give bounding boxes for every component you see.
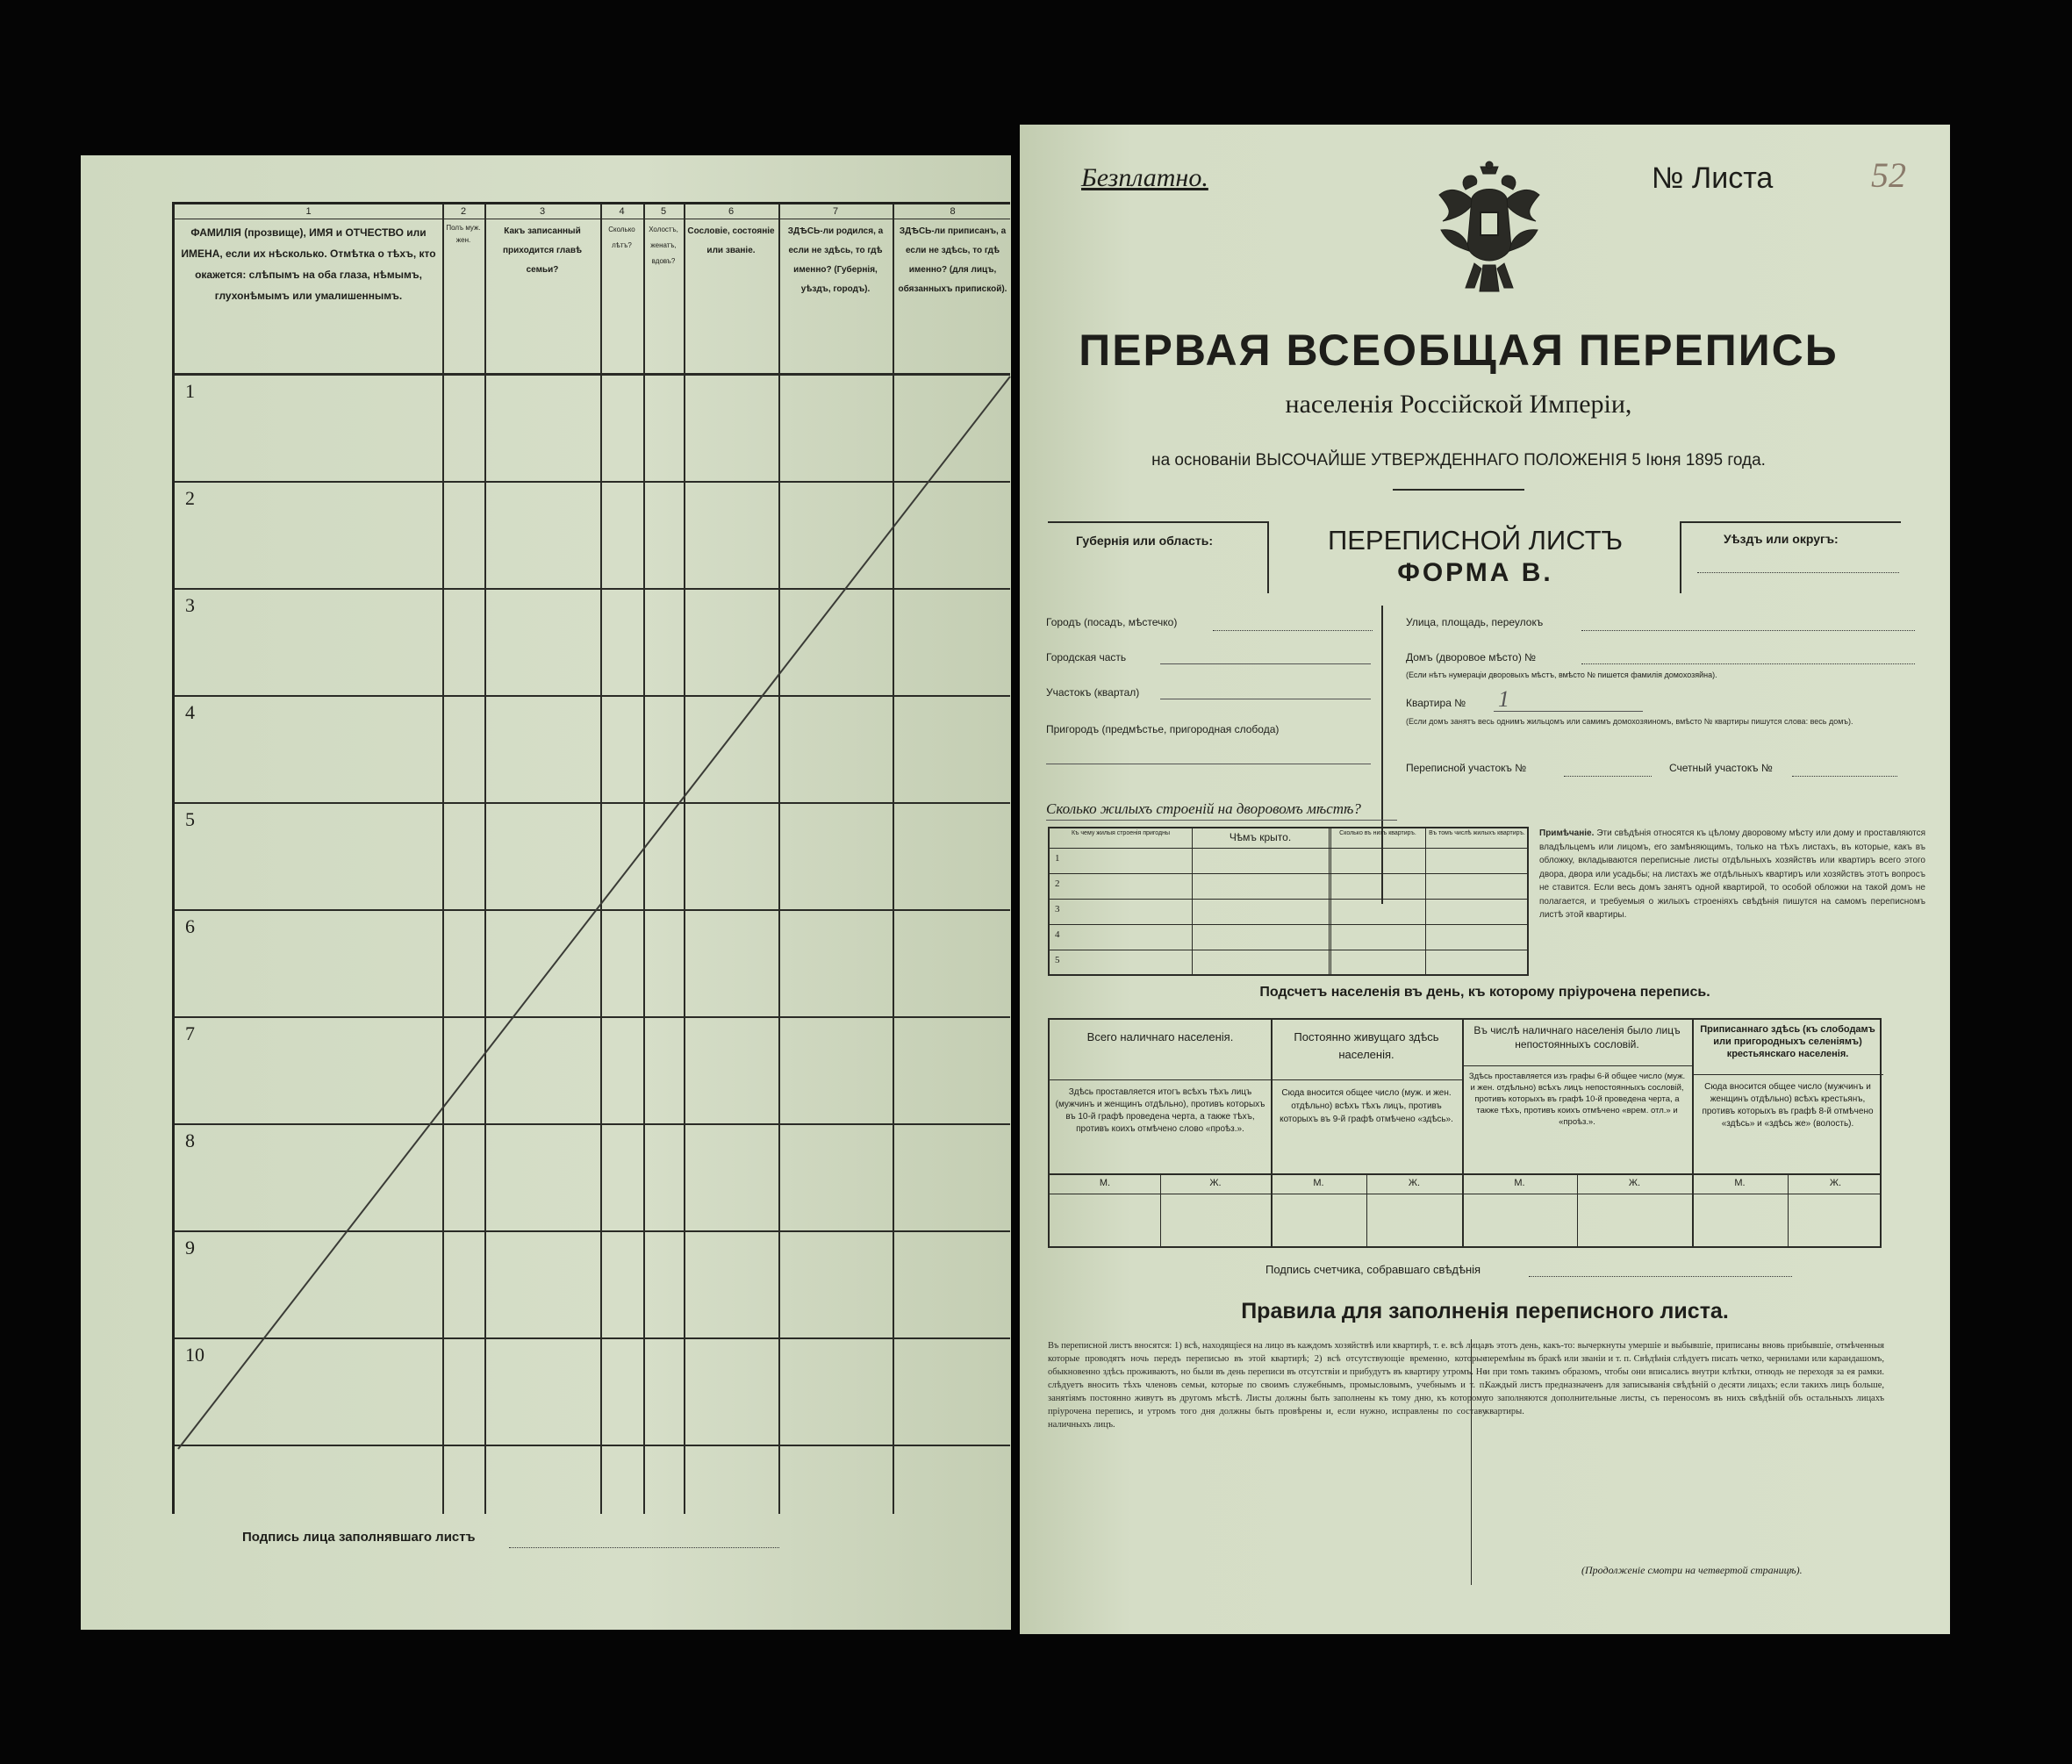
left-page xyxy=(81,155,1011,1630)
title-divider xyxy=(1393,489,1524,491)
sex-label: Ж. xyxy=(1628,1178,1641,1188)
buildings-question-line xyxy=(1046,820,1397,821)
census-district-line xyxy=(1564,776,1652,777)
census-district-label: Переписной участокъ № xyxy=(1406,762,1527,774)
buildings-header: Сколько въ нихъ квартиръ. xyxy=(1339,830,1416,836)
continued-note: (Продолженіе смотри на четвертой страницѣ). xyxy=(1581,1564,1803,1576)
rules-divider xyxy=(1471,1339,1472,1585)
basis-line: на основаніи ВЫСОЧАЙШЕ УТВЕРЖДЕННАГО ПОЛОЖЕНІЯ 5 Іюня 1895 года. xyxy=(1151,451,1766,470)
column-number: 7 xyxy=(832,206,839,217)
district-label: Уѣздъ или округъ: xyxy=(1724,532,1839,546)
house-line xyxy=(1581,663,1915,664)
page-subtitle: населенія Россійской Имперіи, xyxy=(1285,390,1632,419)
sex-label: М. xyxy=(1514,1178,1525,1188)
street-label: Улица, площадь, переулокъ xyxy=(1406,616,1544,628)
sheet-number-handwritten: 52 xyxy=(1871,155,1906,195)
house-label: Домъ (дворовое мѣсто) № xyxy=(1406,651,1537,663)
summary-body: Сюда вносится общее число (мужчинъ и женщинъ отдѣльно) всѣхъ крестьянъ, противъ которыхъ въ графѣ 8-й отмѣчено «здѣсь» и «здѣсь же» (волость). xyxy=(1702,1082,1874,1129)
note-text: Эти свѣдѣнія относятся къ цѣлому дворовому мѣсту или дому и проставляются владѣльцемъ или лицомъ, его замѣняющимъ, только на тѣхъ листахъ, въ которые, какъ въ обложку, вкладываются переписные листы отдѣльныхъ хозяйствъ или квартиръ всего этого двора, двора или усадьбы; на листахъ же отдѣльныхъ квартиръ или хозяйствъ этотъ вопросъ не ставится. Если весь домъ занятъ одной квартирой, то особой обложки на такой домъ не полагается, и требуемыя о жилыхъ строеніяхъ свѣдѣнія пишутся на самомъ переписномъ листѣ этой квартиры. xyxy=(1539,828,1926,920)
count-district-label: Счетный участокъ № xyxy=(1669,762,1773,774)
row-number: 7 xyxy=(185,1022,195,1044)
sex-label: Ж. xyxy=(1829,1178,1842,1188)
column-number: 2 xyxy=(460,206,467,217)
buildings-question: Сколько жилыхъ строеній на дворовомъ мѣстѣ? xyxy=(1046,800,1361,817)
row-number: 10 xyxy=(185,1344,204,1366)
eagle-emblem-icon xyxy=(1432,160,1546,300)
city-part-line xyxy=(1160,663,1371,664)
column-header-marital: Холостъ, женатъ, вдовъ? xyxy=(649,226,678,265)
rules-right-column: въ этотъ день, какъ-то: вычеркнуты умершіе и выбывшіе, приписаны вновь прибывшіе, отмѣченныя перемѣны въ бракѣ или званіи и т. п. Свѣдѣнія слѣдуетъ писать четко, чернилами или карандашомъ, и при томъ такимъ образомъ, чтобы они вписались внутри клѣтки, отнюдь не переходя за ея рамки. Каждый листъ предназначенъ для записыванія свѣдѣній о десяти лицахъ; если такихъ лицъ больше, то заполняются дополнительные листы, съ переносомъ въ нихъ свѣдѣній объ остальныхъ лицахъ квартиры. xyxy=(1485,1341,1884,1416)
row-number: 1 xyxy=(185,380,195,402)
column-header-name: ФАМИЛІЯ (прозвище), ИМЯ и ОТЧЕСТВО или ИМЕНА, если их нѣсколько. Отмѣтка о тѣхъ, кто окажется: слѣпымъ на оба глаза, нѣмымъ, глухонѣмымъ или умалишеннымъ. xyxy=(181,226,436,302)
sex-label: Ж. xyxy=(1408,1178,1421,1188)
buildings-row-number: 3 xyxy=(1055,904,1060,914)
summary-head: Приписаннаго здѣсь (къ слободамъ или пригородныхъ селеніямъ) крестьянскаго населенія. xyxy=(1700,1024,1875,1059)
rules-title: Правила для заполненія переписного листа. xyxy=(1241,1299,1729,1323)
summary-body: Здѣсь проставляется изъ графы 6-й общее число (муж. и жен. отдѣльно) всѣхъ лицъ непостоянныхъ сословій, противъ которыхъ въ графѣ 10-й проведена черта, а также тѣхъ, противъ коихъ отмѣчено «врем. отл.» и «проѣз.». xyxy=(1468,1072,1686,1127)
column-number: 1 xyxy=(305,206,312,217)
sheet-number-label: № Листа xyxy=(1652,161,1774,195)
buildings-row-number: 2 xyxy=(1055,878,1060,889)
apartment-handwritten: 1 xyxy=(1498,686,1509,712)
street-line xyxy=(1581,630,1915,631)
buildings-header: Къ чему жилыя строенія пригодны xyxy=(1072,830,1170,836)
summary-head: Постоянно живущаго здѣсь населенія. xyxy=(1294,1030,1439,1061)
diagonal-cancel-line xyxy=(175,373,1013,1517)
summary-table xyxy=(1048,1018,1882,1248)
right-page xyxy=(1020,125,1950,1634)
summary-title: Подсчетъ населенія въ день, къ которому пріурочена перепись. xyxy=(1259,985,1710,1000)
city-label: Городъ (посадъ, мѣстечко) xyxy=(1046,616,1178,628)
counter-signature-label: Подпись счетчика, собравшаго свѣдѣнія xyxy=(1265,1263,1481,1276)
census-table xyxy=(172,202,1010,1514)
summary-head: Въ числѣ наличнаго населенія было лицъ непостоянныхъ сословій. xyxy=(1473,1024,1681,1051)
row-number: 8 xyxy=(185,1129,195,1151)
house-note: (Если нѣтъ нумераціи дворовыхъ мѣстъ, вмѣсто № пишется фамилія домохозяйна). xyxy=(1406,670,1717,679)
column-header-relation: Какъ записанный приходится главѣ семьи? xyxy=(502,226,583,275)
signature-line xyxy=(509,1547,779,1548)
row-number: 5 xyxy=(185,808,195,830)
summary-body: Сюда вносится общее число (муж. и жен. отдѣльно) всѣхъ тѣхъ лицъ, противъ которыхъ въ 9-й графѣ отмѣчено «здѣсь». xyxy=(1280,1088,1453,1124)
row-number: 2 xyxy=(185,487,195,509)
signature-label: Подпись лица заполнявшаго листъ xyxy=(242,1530,476,1545)
precinct-label: Участокъ (квартал) xyxy=(1046,686,1140,699)
city-line xyxy=(1213,630,1373,631)
district-line xyxy=(1697,572,1899,573)
row-number: 6 xyxy=(185,915,195,937)
summary-head: Всего наличнаго населенія. xyxy=(1086,1030,1234,1043)
buildings-row-number: 4 xyxy=(1055,929,1060,940)
row-number: 3 xyxy=(185,594,195,616)
column-header-sex: Полъ муж. жен. xyxy=(446,224,481,244)
sheet-title-block xyxy=(1048,521,1925,593)
sheet-title: ПЕРЕПИСНОЙ ЛИСТЪ xyxy=(1327,525,1624,556)
sex-label: М. xyxy=(1099,1178,1111,1188)
buildings-table xyxy=(1048,827,1529,976)
column-header-age: Сколько лѣтъ? xyxy=(608,226,635,249)
buildings-header: Въ томъ числѣ жилыхъ квартиръ. xyxy=(1429,830,1525,836)
rules-left-column: Въ переписной листъ вносятся: 1) всѣ, находящіеся на лицо въ каждомъ хозяйствѣ или квартирѣ, т. е. всѣ лица, которые проводятъ ночь передъ переписью въ этой квартирѣ; 2) всѣ отсутствующіе временно, которые обыкновенно здѣсь проживаютъ, но были въ день переписи въ отсутствіи и прибудутъ въ квартиру утромъ. Не слѣдуетъ вносить тѣхъ членовъ семьи, которые по своимъ служебнымъ, промысловымъ, учебнымъ и т. п. занятіямъ постоянно живутъ въ другомъ мѣстѣ. Листы должны быть заполнены къ тому дню, къ которому пріурочена перепись, и утромъ того дня должны быть провѣрены и, если нужно, исправлены по составу наличныхъ лицъ. xyxy=(1048,1341,1487,1430)
column-number: 5 xyxy=(660,206,667,217)
column-number: 6 xyxy=(728,206,735,217)
buildings-header: Чѣмъ крыто. xyxy=(1229,831,1292,843)
sex-label: Ж. xyxy=(1209,1178,1222,1188)
column-header-estate: Сословіе, состояніе или званіе. xyxy=(687,226,775,255)
page-title: ПЕРВАЯ ВСЕОБЩАЯ ПЕРЕПИСЬ xyxy=(1079,326,1839,375)
city-part-label: Городская часть xyxy=(1046,651,1127,663)
sex-label: М. xyxy=(1313,1178,1324,1188)
free-label: Безплатно. xyxy=(1081,163,1208,192)
province-label: Губернія или область: xyxy=(1076,534,1214,548)
row-number: 9 xyxy=(185,1237,195,1258)
column-header-birthplace: ЗДѢСЬ-ли родился, а если не здѣсь, то гдѣ именно? (Губернія, уѣздъ, городъ). xyxy=(787,226,884,294)
buildings-note xyxy=(1539,827,1925,922)
apartment-label: Квартира № xyxy=(1406,697,1466,709)
count-district-line xyxy=(1792,776,1897,777)
counter-signature-line xyxy=(1529,1276,1792,1277)
summary-body: Здѣсь проставляется итогъ всѣхъ тѣхъ лицъ (мужчинъ и женщинъ отдѣльно), противъ которыхъ въ 10-й графѣ проведена черта, а также тѣхъ, противъ коихъ отмѣчено слово «проѣз.». xyxy=(1055,1087,1265,1134)
apartment-line xyxy=(1494,711,1643,712)
row-number: 4 xyxy=(185,701,195,723)
buildings-row-number: 1 xyxy=(1055,853,1060,864)
buildings-row-number: 5 xyxy=(1055,955,1060,965)
column-number: 4 xyxy=(619,206,625,217)
column-number: 8 xyxy=(950,206,956,217)
column-number: 3 xyxy=(539,206,546,217)
suburb-label: Пригородъ (предмѣстье, пригородная слобода) xyxy=(1046,723,1280,735)
form-label: ФОРМА В. xyxy=(1397,558,1553,587)
sex-label: М. xyxy=(1734,1178,1746,1188)
column-header-registration: ЗДѢСЬ-ли приписанъ, а если не здѣсь, то гдѣ именно? (для лицъ, обязанныхъ припиской). xyxy=(898,226,1007,294)
note-label: Примѣчаніе. xyxy=(1539,828,1595,838)
apartment-note: (Если домъ занятъ весь однимъ жильцомъ или самимъ домохозяиномъ, вмѣсто № квартиры пишутся слова: весь домъ). xyxy=(1406,717,1853,726)
